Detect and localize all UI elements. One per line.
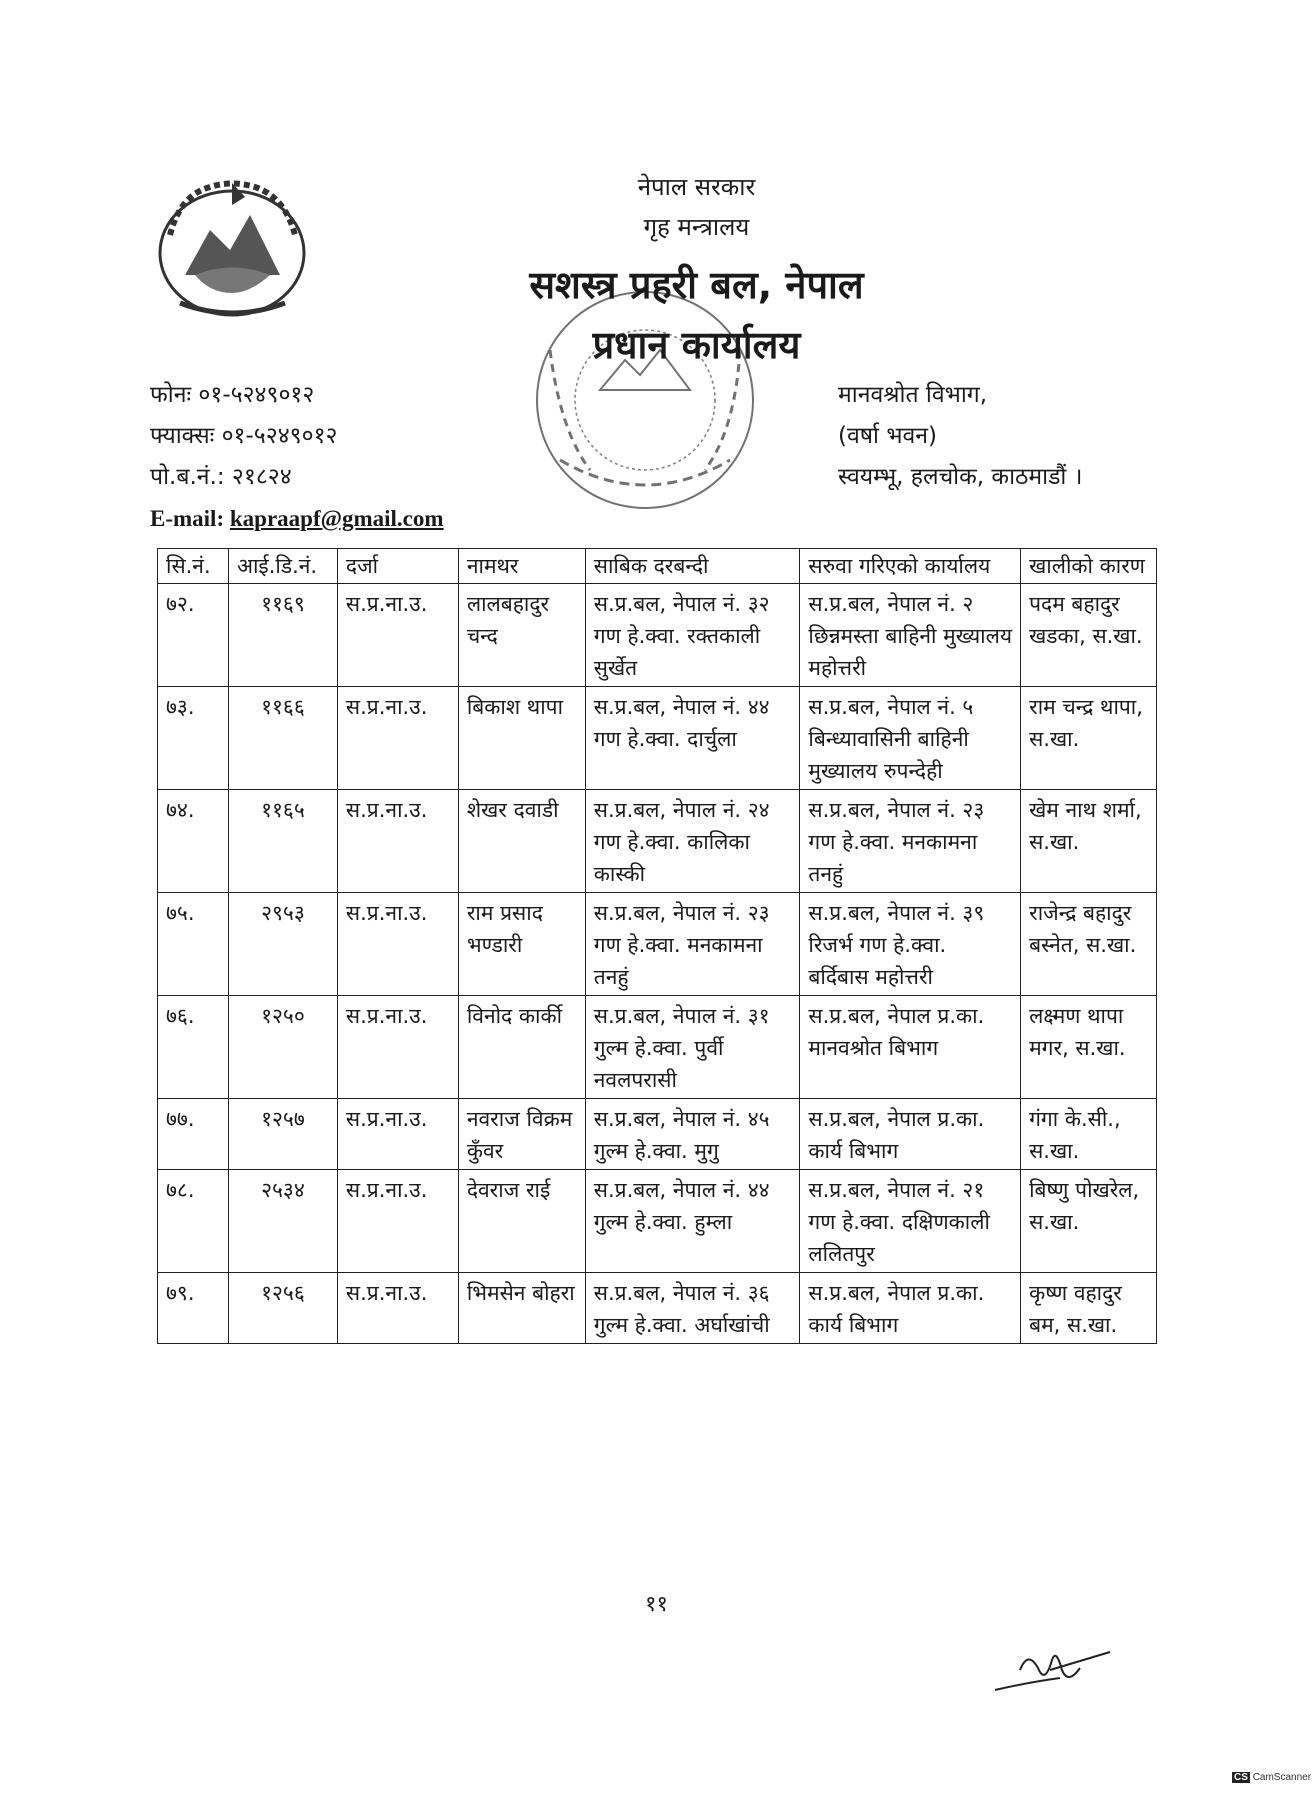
email-line: [150, 498, 444, 539]
po-box: पो.ब.नं.: २१८२४: [150, 464, 292, 490]
table-row: [158, 996, 1157, 1099]
cell-vacancy-reason: कृष्ण वहादुर बम, स.खा.: [1021, 1273, 1157, 1344]
cell-serial: ७६.: [158, 996, 229, 1099]
cell-id: २५३४: [228, 1170, 337, 1273]
header-previous-post: साबिक दरबन्दी: [585, 549, 800, 584]
cell-transferred-office: स.प्र.बल, नेपाल प्र.का. कार्य बिभाग: [800, 1099, 1021, 1170]
page-number: ११: [645, 1592, 668, 1617]
cell-rank: स.प्र.ना.उ.: [337, 687, 458, 790]
cell-vacancy-reason: खेम नाथ शर्मा, स.खा.: [1021, 790, 1157, 893]
department-name: मानवश्रोत विभाग,: [838, 382, 988, 408]
cell-name: विनोद कार्की: [458, 996, 585, 1099]
department-address: स्वयम्भू, हलचोक, काठमाडौं ।: [838, 464, 1083, 490]
cell-rank: स.प्र.ना.उ.: [337, 996, 458, 1099]
header-government: नेपाल सरकार: [637, 173, 756, 201]
email-link[interactable]: kapraapf@gmail.com: [229, 506, 444, 531]
cell-serial: ७४.: [158, 790, 229, 893]
table-row: [158, 790, 1157, 893]
table-row: [158, 584, 1157, 687]
fax-number: फ्याक्सः ०१-५२४९०१२: [150, 423, 338, 449]
header-rank: दर्जा: [337, 549, 458, 584]
cell-rank: स.प्र.ना.उ.: [337, 1273, 458, 1344]
cell-serial: ७७.: [158, 1099, 229, 1170]
cell-vacancy-reason: राजेन्द्र बहादुर बस्नेत, स.खा.: [1021, 893, 1157, 996]
cell-serial: ७३.: [158, 687, 229, 790]
cell-previous-post: स.प्र.बल, नेपाल नं. ३६ गुल्म हे.क्वा. अर्घाखांची: [585, 1273, 800, 1344]
cell-transferred-office: स.प्र.बल, नेपाल नं. ३९ रिजर्भ गण हे.क्वा. बर्दिबास महोत्तरी: [800, 893, 1021, 996]
cell-vacancy-reason: पदम बहादुर खडका, स.खा.: [1021, 584, 1157, 687]
cell-transferred-office: स.प्र.बल, नेपाल प्र.का. मानवश्रोत बिभाग: [800, 996, 1021, 1099]
cell-transferred-office: स.प्र.बल, नेपाल नं. ५ बिन्ध्यावासिनी बाहिनी मुख्यालय रुपन्देही: [800, 687, 1021, 790]
table-row: [158, 687, 1157, 790]
cell-rank: स.प्र.ना.उ.: [337, 1099, 458, 1170]
cell-rank: स.प्र.ना.उ.: [337, 584, 458, 687]
cell-rank: स.प्र.ना.उ.: [337, 790, 458, 893]
cell-previous-post: स.प्र.बल, नेपाल नं. ४४ गुल्म हे.क्वा. हुम्ला: [585, 1170, 800, 1273]
header-organization: सशस्त्र प्रहरी बल, नेपाल: [529, 263, 864, 307]
transfer-table: [157, 548, 1157, 1344]
table-row: [158, 1273, 1157, 1344]
email-label: E-mail:: [150, 506, 230, 531]
cell-rank: स.प्र.ना.उ.: [337, 1170, 458, 1273]
header-office: प्रधान कार्यालय: [592, 323, 801, 367]
header-name: नामथर: [458, 549, 585, 584]
cell-id: १२५०: [228, 996, 337, 1099]
table-row: [158, 1099, 1157, 1170]
cell-transferred-office: स.प्र.बल, नेपाल नं. २३ गण हे.क्वा. मनकामना तनहुं: [800, 790, 1021, 893]
cell-id: ११६५: [228, 790, 337, 893]
cell-name: नवराज विक्रम कुँवर: [458, 1099, 585, 1170]
cell-serial: ७९.: [158, 1273, 229, 1344]
cell-name: बिकाश थापा: [458, 687, 585, 790]
header-serial: सि.नं.: [158, 549, 229, 584]
cell-id: २९५३: [228, 893, 337, 996]
cell-name: राम प्रसाद भण्डारी: [458, 893, 585, 996]
cell-serial: ७८.: [158, 1170, 229, 1273]
scanner-badge: [1232, 1772, 1311, 1783]
header-ministry: गृह मन्त्रालय: [643, 213, 750, 241]
table-header-row: [158, 549, 1157, 584]
cell-serial: ७२.: [158, 584, 229, 687]
cell-previous-post: स.प्र.बल, नेपाल नं. २३ गण हे.क्वा. मनकामना तनहुं: [585, 893, 800, 996]
cell-name: भिमसेन बोहरा: [458, 1273, 585, 1344]
cell-rank: स.प्र.ना.उ.: [337, 893, 458, 996]
cell-vacancy-reason: लक्ष्मण थापा मगर, स.खा.: [1021, 996, 1157, 1099]
scanner-badge-text: CamScanner: [1252, 1772, 1312, 1783]
cell-id: १२५७: [228, 1099, 337, 1170]
cell-id: ११६६: [228, 687, 337, 790]
cell-transferred-office: स.प्र.बल, नेपाल नं. २१ गण हे.क्वा. दक्षिणकाली ललितपुर: [800, 1170, 1021, 1273]
cell-serial: ७५.: [158, 893, 229, 996]
cell-previous-post: स.प्र.बल, नेपाल नं. ४४ गण हे.क्वा. दार्चुला: [585, 687, 800, 790]
cell-id: १२५६: [228, 1273, 337, 1344]
cell-vacancy-reason: गंगा के.सी., स.खा.: [1021, 1099, 1157, 1170]
cell-name: शेखर दवाडी: [458, 790, 585, 893]
signature-icon: [990, 1640, 1120, 1700]
cell-name: देवराज राई: [458, 1170, 585, 1273]
cell-name: लालबहादुर चन्द: [458, 584, 585, 687]
cell-previous-post: स.प्र.बल, नेपाल नं. २४ गण हे.क्वा. कालिका कास्की: [585, 790, 800, 893]
cell-transferred-office: स.प्र.बल, नेपाल प्र.का. कार्य बिभाग: [800, 1273, 1021, 1344]
cell-previous-post: स.प्र.बल, नेपाल नं. ३१ गुल्म हे.क्वा. पुर्वी नवलपरासी: [585, 996, 800, 1099]
cell-vacancy-reason: राम चन्द्र थापा, स.खा.: [1021, 687, 1157, 790]
cell-previous-post: स.प्र.बल, नेपाल नं. ४५ गुल्म हे.क्वा. मुगु: [585, 1099, 800, 1170]
header-transferred-office: सरुवा गरिएको कार्यालय: [800, 549, 1021, 584]
contact-block: [150, 375, 444, 539]
cell-previous-post: स.प्र.बल, नेपाल नं. ३२ गण हे.क्वा. रक्तकाली सुर्खेत: [585, 584, 800, 687]
scanner-badge-icon: CS: [1234, 1772, 1248, 1783]
table-row: [158, 1170, 1157, 1273]
phone-number: फोनः ०१-५२४९०१२: [150, 382, 315, 408]
header-id: आई.डि.नं.: [228, 549, 337, 584]
cell-id: ११६९: [228, 584, 337, 687]
department-building: (वर्षा भवन): [838, 423, 938, 449]
cell-vacancy-reason: बिष्णु पोखरेल, स.खा.: [1021, 1170, 1157, 1273]
office-stamp-icon: [520, 280, 770, 520]
cell-transferred-office: स.प्र.बल, नेपाल नं. २ छिन्नमस्ता बाहिनी मुख्यालय महोत्तरी: [800, 584, 1021, 687]
department-block: [838, 375, 1082, 498]
header-vacancy-reason: खालीको कारण: [1021, 549, 1157, 584]
table-row: [158, 893, 1157, 996]
